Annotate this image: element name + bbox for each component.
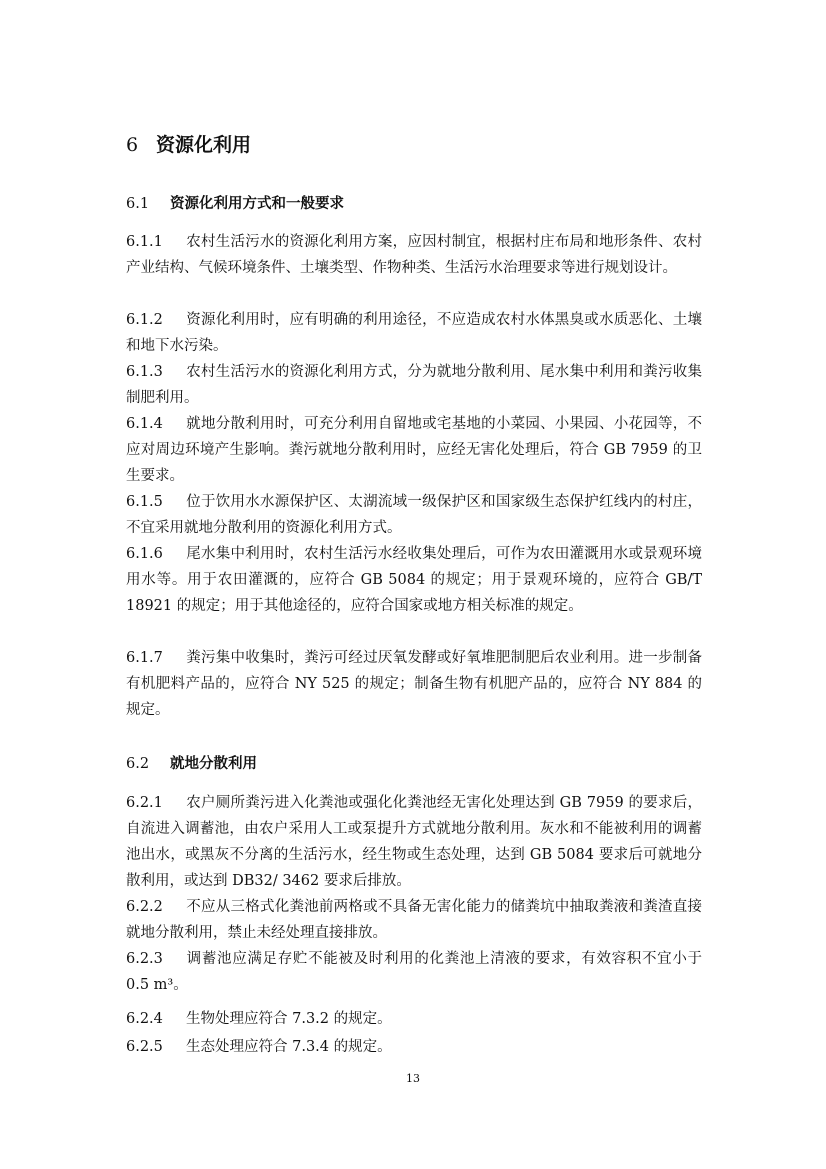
chapter-number: 6 — [126, 134, 139, 156]
chapter-title-text: 资源化利用 — [156, 134, 252, 156]
section-title-text: 就地分散利用 — [170, 756, 257, 772]
clause-paragraph — [126, 307, 702, 359]
clause-text: 农村生活污水的资源化利用方案，应因村制宜，根据村庄布局和地形条件、农村产业结构、气候环境条件、土壤类型、作物种类、生活污水治理要求等进行规划设计。 — [126, 234, 702, 276]
clause-number: 6.1.6 — [126, 546, 163, 562]
section-title-text: 资源化利用方式和一般要求 — [170, 196, 344, 212]
section-number: 6.1 — [126, 196, 150, 212]
clause-text: 生态处理应符合 7.3.4 的规定。 — [186, 1039, 392, 1055]
clause-paragraph — [126, 946, 702, 998]
clause-paragraph — [126, 790, 702, 894]
clause-number: 6.2.4 — [126, 1011, 163, 1027]
clause-text: 资源化利用时，应有明确的利用途径，不应造成农村水体黑臭或水质恶化、土壤和地下水污染。 — [126, 312, 702, 354]
chapter-heading — [126, 130, 251, 157]
clause-number: 6.2.1 — [126, 795, 163, 811]
clause-paragraph — [126, 1034, 702, 1060]
section-heading — [126, 752, 257, 773]
clause-text: 就地分散利用时，可充分利用自留地或宅基地的小菜园、小果园、小花园等，不应对周边环境产生影响。粪污就地分散利用时，应经无害化处理后，符合 GB 7959 的卫生要求。 — [126, 416, 702, 484]
clause-text: 调蓄池应满足存贮不能被及时利用的化粪池上清液的要求，有效容积不宜小于 0.5 m³。 — [126, 951, 702, 993]
clause-paragraph — [126, 645, 702, 723]
clause-paragraph — [126, 229, 702, 281]
clause-text: 尾水集中利用时，农村生活污水经收集处理后，可作为农田灌溉用水或景观环境用水等。用于农田灌溉的，应符合 GB 5084 的规定；用于景观环境的，应符合 GB/T 18921 的规定；用于其他途径的，应符合国家或地方相关标准的规定。 — [126, 546, 702, 614]
clause-paragraph — [126, 894, 702, 946]
clause-number: 6.1.4 — [126, 416, 163, 432]
clause-text: 生物处理应符合 7.3.2 的规定。 — [186, 1011, 392, 1027]
clause-paragraph — [126, 489, 702, 541]
clause-paragraph — [126, 359, 702, 411]
clause-text: 位于饮用水水源保护区、太湖流域一级保护区和国家级生态保护红线内的村庄，不宜采用就地分散利用的资源化利用方式。 — [126, 494, 702, 536]
clause-number: 6.1.1 — [126, 234, 163, 250]
clause-paragraph — [126, 541, 702, 619]
clause-number: 6.1.5 — [126, 494, 163, 510]
clause-text: 不应从三格式化粪池前两格或不具备无害化能力的储粪坑中抽取粪液和粪渣直接就地分散利用，禁止未经处理直接排放。 — [126, 899, 702, 941]
clause-text: 粪污集中收集时，粪污可经过厌氧发酵或好氧堆肥制肥后农业利用。进一步制备有机肥料产品的，应符合 NY 525 的规定；制备生物有机肥产品的，应符合 NY 884 的规定。 — [126, 650, 702, 718]
clause-number: 6.2.5 — [126, 1039, 163, 1055]
clause-paragraph — [126, 1006, 702, 1032]
section-number: 6.2 — [126, 756, 150, 772]
clause-text: 农户厕所粪污进入化粪池或强化化粪池经无害化处理达到 GB 7959 的要求后，自流进入调蓄池，由农户采用人工或泵提升方式就地分散利用。灰水和不能被利用的调蓄池出水，或黑灰不分离的生活污水，经生物或生态处理，达到 GB 5084 要求后可就地分散利用，或达到 DB32/ 3462 要求后排放。 — [126, 795, 702, 889]
clause-number: 6.2.3 — [126, 951, 163, 967]
clause-paragraph — [126, 411, 702, 489]
clause-number: 6.1.2 — [126, 312, 163, 328]
clause-number: 6.1.7 — [126, 650, 163, 666]
section-heading — [126, 192, 344, 213]
clause-number: 6.1.3 — [126, 364, 163, 380]
clause-number: 6.2.2 — [126, 899, 163, 915]
page-number: 13 — [406, 1072, 420, 1085]
clause-text: 农村生活污水的资源化利用方式，分为就地分散利用、尾水集中利用和粪污收集制肥利用。 — [126, 364, 702, 406]
